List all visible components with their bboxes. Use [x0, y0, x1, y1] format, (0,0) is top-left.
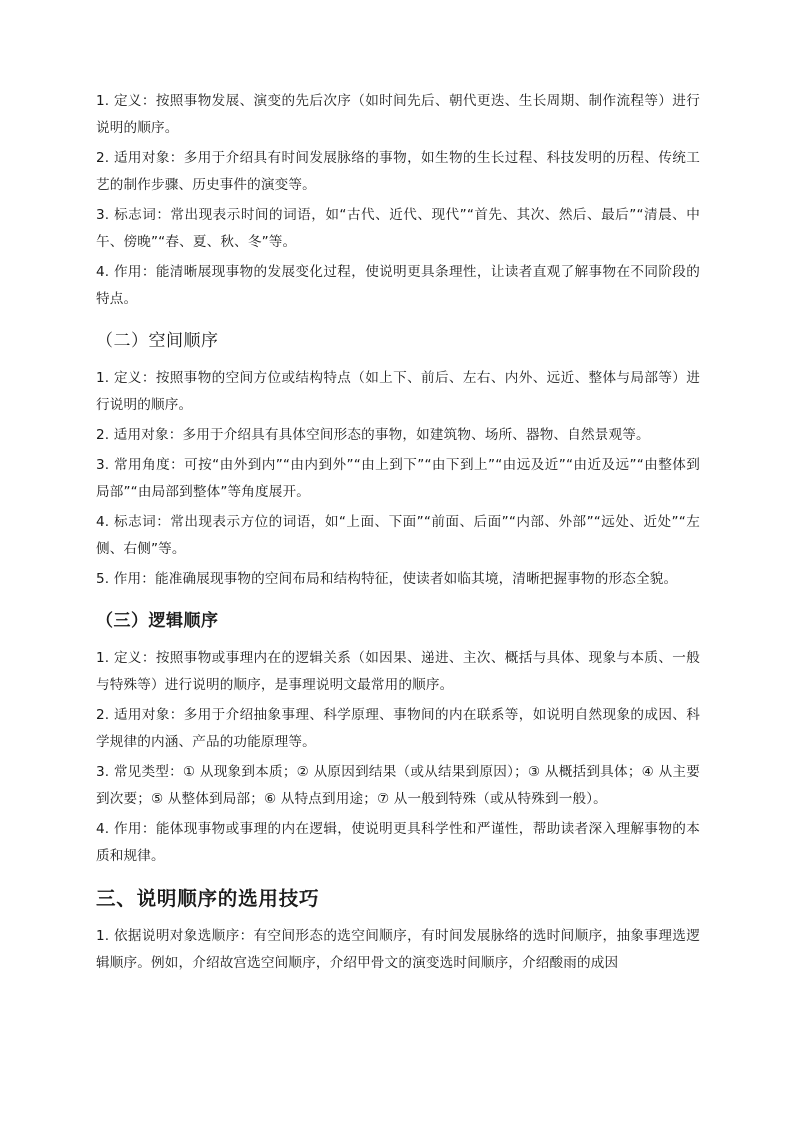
- space-common-angles: 3. 常用角度：可按“由外到内”“由内到外”“由上到下”“由下到上”“由远及近”“由近及远”“由整体到局部”“由局部到整体”等角度展开。: [96, 457, 700, 500]
- logic-order-heading: （三）逻辑顺序: [96, 611, 219, 631]
- time-function: 4. 作用：能清晰展现事物的发展变化过程，使说明更具条理性，让读者直观了解事物在不同阶段的特点。: [96, 264, 700, 307]
- logic-applicable-objects: 2. 适用对象：多用于介绍抽象事理、科学原理、事物间的内在联系等，如说明自然现象的成因、科学规律的内涵、产品的功能原理等。: [96, 707, 700, 750]
- logic-definition: 1. 定义：按照事物或事理内在的逻辑关系（如因果、递进、主次、概括与具体、现象与本质、一般与特殊等）进行说明的顺序，是事理说明文最常用的顺序。: [96, 650, 700, 693]
- logic-function: 4. 作用：能体现事物或事理的内在逻辑，使说明更具科学性和严谨性，帮助读者深入理解事物的本质和规律。: [96, 821, 700, 864]
- logic-common-types: 3. 常见类型：① 从现象到本质；② 从原因到结果（或从结果到原因）；③ 从概括到具体；④ 从主要到次要；⑤ 从整体到局部；⑥ 从特点到用途；⑦ 从一般到特殊（或从特殊到一般）。: [96, 764, 700, 807]
- space-function: 5. 作用：能准确展现事物的空间布局和结构特征，使读者如临其境，清晰把握事物的形态全貌。: [96, 571, 678, 587]
- time-definition: 1. 定义：按照事物发展、演变的先后次序（如时间先后、朝代更迭、生长周期、制作流程等）进行说明的顺序。: [96, 93, 700, 136]
- time-applicable-objects: 2. 适用对象：多用于介绍具有时间发展脉络的事物，如生物的生长过程、科技发明的历程、传统工艺的制作步骤、历史事件的演变等。: [96, 150, 700, 193]
- time-marker-words: 3. 标志词：常出现表示时间的词语，如“古代、近代、现代”“首先、其次、然后、最后”“清晨、中午、傍晚”“春、夏、秋、冬”等。: [96, 207, 700, 250]
- space-marker-words: 4. 标志词：常出现表示方位的词语，如“上面、下面”“前面、后面”“内部、外部”“远处、近处”“左侧、右侧”等。: [96, 514, 700, 557]
- document-page: [96, 88, 700, 980]
- selection-tips-heading: 三、说明顺序的选用技巧: [96, 887, 320, 910]
- space-order-heading: （二）空间顺序: [96, 331, 219, 351]
- space-definition: 1. 定义：按照事物的空间方位或结构特点（如上下、前后、左右、内外、远近、整体与局部等）进行说明的顺序。: [96, 370, 700, 413]
- tips-by-object: 1. 依据说明对象选顺序：有空间形态的选空间顺序，有时间发展脉络的选时间顺序，抽象事理选逻辑顺序。例如，介绍故宫选空间顺序，介绍甲骨文的演变选时间顺序，介绍酸雨的成因: [96, 928, 700, 971]
- space-applicable-objects: 2. 适用对象：多用于介绍具有具体空间形态的事物，如建筑物、场所、器物、自然景观等。: [96, 427, 650, 443]
